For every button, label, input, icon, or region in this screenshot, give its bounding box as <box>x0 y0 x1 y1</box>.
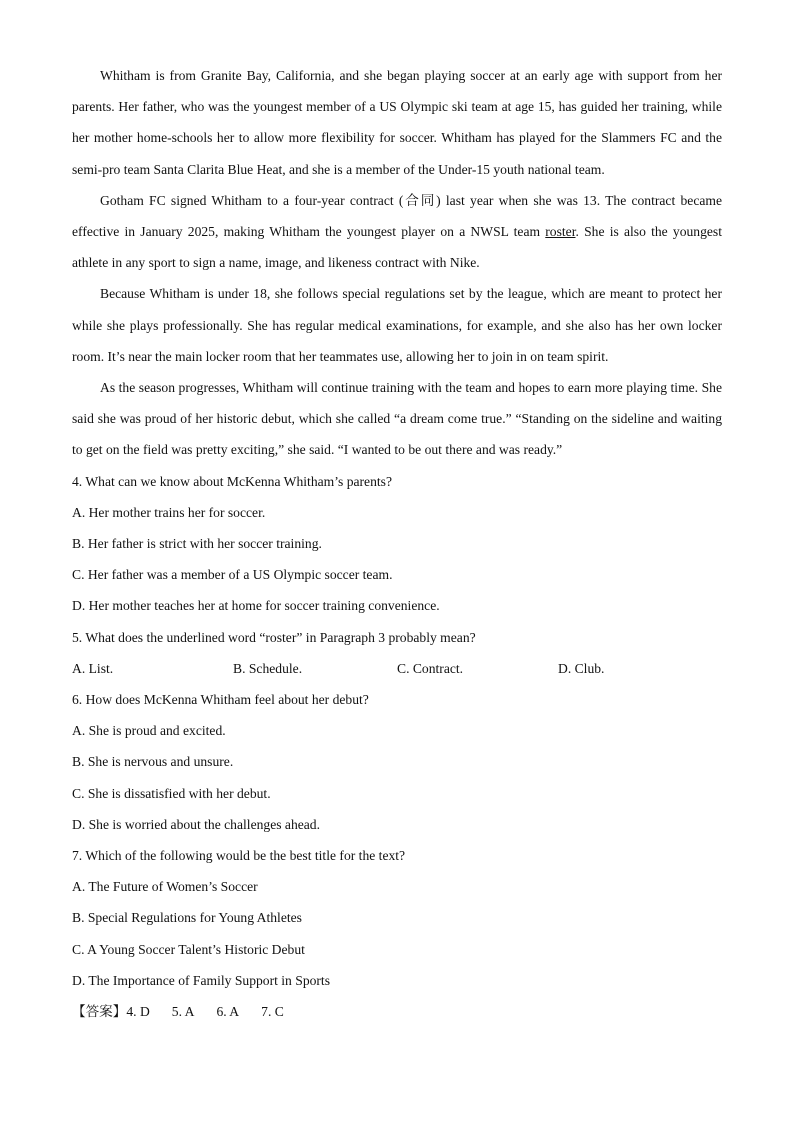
paragraph-2-text-a: Gotham FC signed Whitham to a four-year contract (合同) last year when she was 13. The contract became effective in January 2025, making Whitham the youngest player on a NWSL team <box>72 192 722 240</box>
question-6-stem: 6. How does McKenna Whitham feel about her debut? <box>72 692 369 708</box>
question-5-option-b: B. Schedule. <box>233 660 303 676</box>
answer-6: 6. A <box>216 1004 240 1020</box>
question-4-stem: 4. What can we know about McKenna Whitham’s parents? <box>72 473 392 489</box>
question-5-option-a: A. List. <box>72 660 114 676</box>
question-5-option-d: D. Club. <box>558 660 605 676</box>
question-4-option-d: D. Her mother teaches her at home for soccer training convenience. <box>72 598 440 614</box>
question-4-option-c: C. Her father was a member of a US Olympic soccer team. <box>72 567 393 583</box>
question-6-option-b: B. She is nervous and unsure. <box>72 754 234 770</box>
question-7-option-c: C. A Young Soccer Talent’s Historic Debut <box>72 941 305 957</box>
paragraph-2 <box>72 185 722 279</box>
document-page <box>72 60 722 1027</box>
question-7-option-d: D. The Importance of Family Support in Sports <box>72 972 331 988</box>
answer-5: 5. A <box>171 1004 195 1020</box>
question-6-option-a: A. She is proud and excited. <box>72 723 226 739</box>
question-5-stem: 5. What does the underlined word “roster” in Paragraph 3 probably mean? <box>72 629 476 645</box>
question-7-option-b: B. Special Regulations for Young Athletes <box>72 910 302 926</box>
underlined-word: roster <box>545 224 576 240</box>
answer-4: 4. D <box>126 1004 150 1020</box>
question-6-option-c: C. She is dissatisfied with her debut. <box>72 785 271 801</box>
question-7-option-a: A. The Future of Women’s Soccer <box>72 879 258 895</box>
question-4-option-a: A. Her mother trains her for soccer. <box>72 504 266 520</box>
question-6-option-d: D. She is worried about the challenges ahead. <box>72 816 321 832</box>
answer-label: 【答案】 <box>72 1004 127 1020</box>
answer-key <box>72 996 722 1027</box>
paragraph-2-text-b: . She is also the youngest athlete in any sport to sign a name, image, and likeness contract with Nike. <box>72 224 722 271</box>
paragraph-3: Because Whitham is under 18, she follows special regulations set by the league, which are meant to protect her while she plays professionally. She has regular medical examinations, for example, and she also has her own locker room. It’s near the main locker room that her teammates use, allowing her to join in on team spirit. <box>72 286 722 364</box>
paragraph-1: Whitham is from Granite Bay, California, and she began playing soccer at an early age with support from her parents. Her father, who was the youngest member of a US Olympic ski team at age 15, has guided her training, while her mother home-schools her to allow more flexibility for soccer. Whitham has played for the Slammers FC and the semi-pro team Santa Clarita Blue Heat, and she is a member of the Under-15 youth national team. <box>72 68 722 177</box>
question-5-options <box>72 653 722 684</box>
answer-7: 7. C <box>261 1004 284 1020</box>
question-4-option-b: B. Her father is strict with her soccer training. <box>72 536 322 552</box>
paragraph-4: As the season progresses, Whitham will continue training with the team and hopes to earn more playing time. She said she was proud of her historic debut, which she called “a dream come true.” “Standing on the sideline and waiting to get on the field was pretty exciting,” she said. “I wanted to be out there and was ready.” <box>72 380 722 458</box>
question-7-stem: 7. Which of the following would be the best title for the text? <box>72 848 406 864</box>
question-5-option-c: C. Contract. <box>397 660 464 676</box>
